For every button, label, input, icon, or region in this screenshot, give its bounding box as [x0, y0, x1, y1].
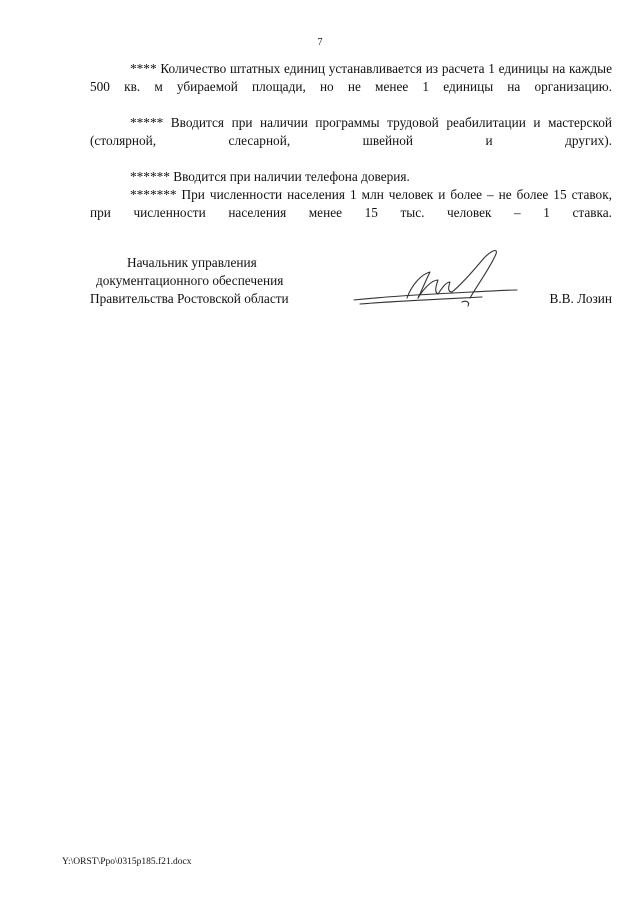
signatory-title-line-1: Начальник управления: [127, 255, 257, 270]
footnote-7: ******* При численности населения 1 млн человек и более – не более 15 ставок, при численности населения менее 15 тыс. человек – 1 ставка.: [90, 187, 612, 220]
handwritten-signature: [352, 244, 522, 314]
footnote-6: ****** Вводится при наличии телефона доверия.: [130, 169, 410, 184]
file-path-footer: Y:\ORST\Ppo\0315p185.f21.docx: [62, 857, 192, 867]
page-number: 7: [317, 37, 323, 48]
footnote-5: ***** Вводится при наличии программы трудовой реабилитации и мастерской (столярной, слесарной, швейной и других).: [90, 115, 612, 148]
signer-name: В.В. Лозин: [549, 291, 612, 306]
footnotes: [90, 60, 612, 240]
signatory-title-line-2: документационного обеспечения: [96, 273, 284, 288]
signatory-title-line-3: Правительства Ростовской области: [90, 291, 289, 306]
signatory-title: [90, 254, 612, 308]
footnote-4: **** Количество штатных единиц устанавливается из расчета 1 единицы на каждые 500 кв. м убираемой площади, но не менее 1 единицы на организацию.: [90, 61, 612, 94]
